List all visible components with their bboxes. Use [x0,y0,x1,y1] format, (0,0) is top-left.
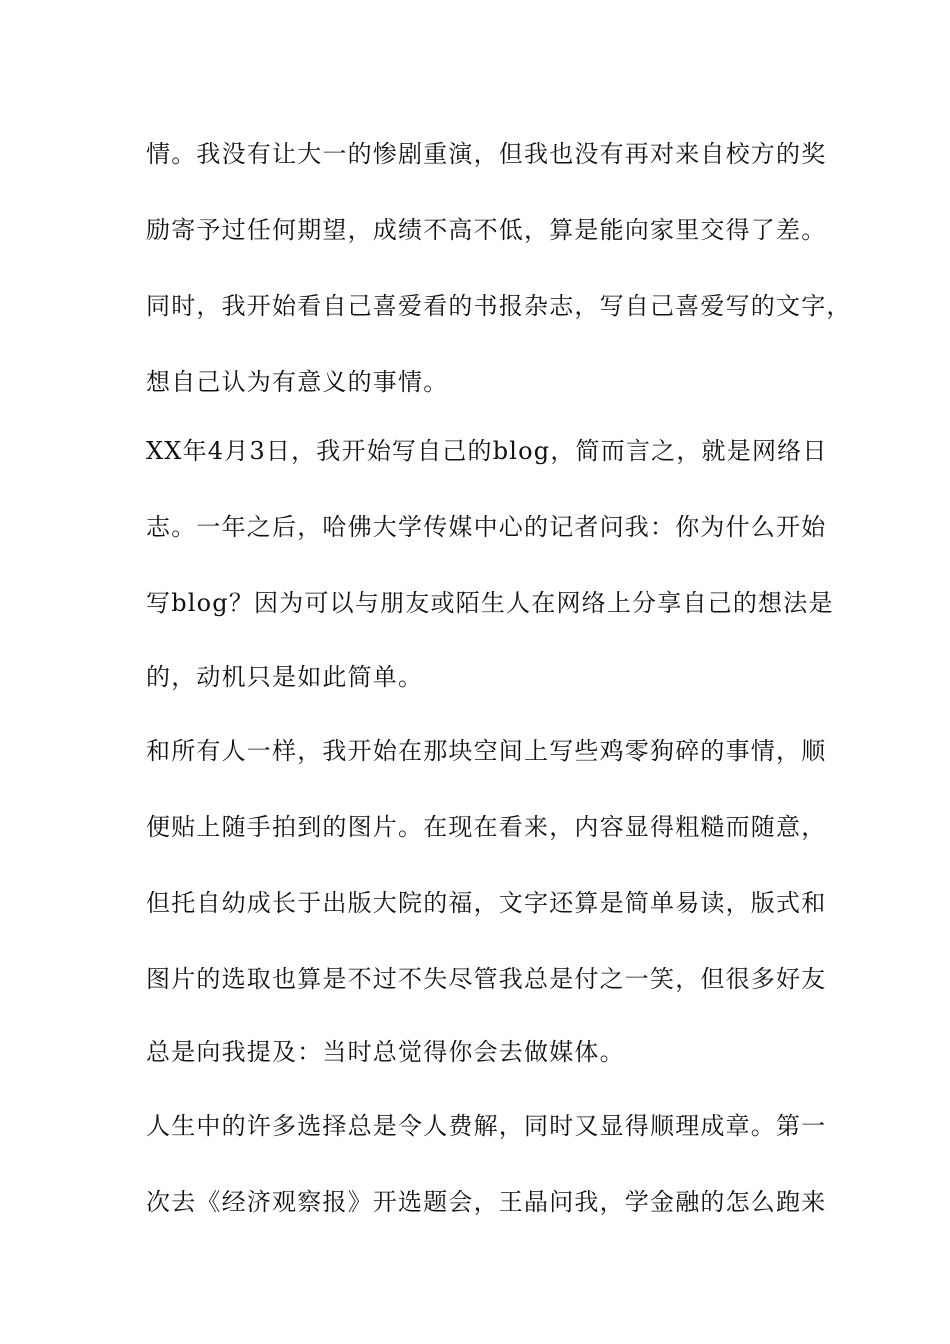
text-line: 励寄予过任何期望，成绩不高不低，算是能向家里交得了差。 [146,216,827,244]
text-line: 同时，我开始看自己喜爱看的书报杂志，写自己喜爱写的文字， [146,292,852,320]
text-line: 写blog？因为可以与朋友或陌生人在网络上分享自己的想法是 [146,589,834,617]
text-line: 总是向我提及：当时总觉得你会去做媒体。 [146,1038,625,1066]
text-line: 便贴上随手拍到的图片。在现在看来，内容显得粗糙而随意， [146,813,827,841]
text-line: 志。一年之后，哈佛大学传媒中心的记者问我：你为什么开始 [146,513,827,541]
text-line: 的，动机只是如此简单。 [146,663,424,691]
text-line: XX年4月3日，我开始写自己的blog，简而言之，就是网络日 [146,437,828,465]
text-line: 想自己认为有意义的事情。 [146,368,449,396]
text-line: 图片的选取也算是不过不失尽管我总是付之一笑，但很多好友 [146,965,827,993]
text-line: 次去《经济观察报》开选题会，王晶问我，学金融的怎么跑来 [146,1188,827,1216]
text-line: 人生中的许多选择总是令人费解，同时又显得顺理成章。第一 [146,1112,827,1140]
text-line: 和所有人一样，我开始在那块空间上写些鸡零狗碎的事情，顺 [146,737,827,765]
text-line: 但托自幼成长于出版大院的福，文字还算是简单易读，版式和 [146,889,827,917]
text-line: 情。我没有让大一的惨剧重演，但我也没有再对来自校方的奖 [146,140,827,168]
